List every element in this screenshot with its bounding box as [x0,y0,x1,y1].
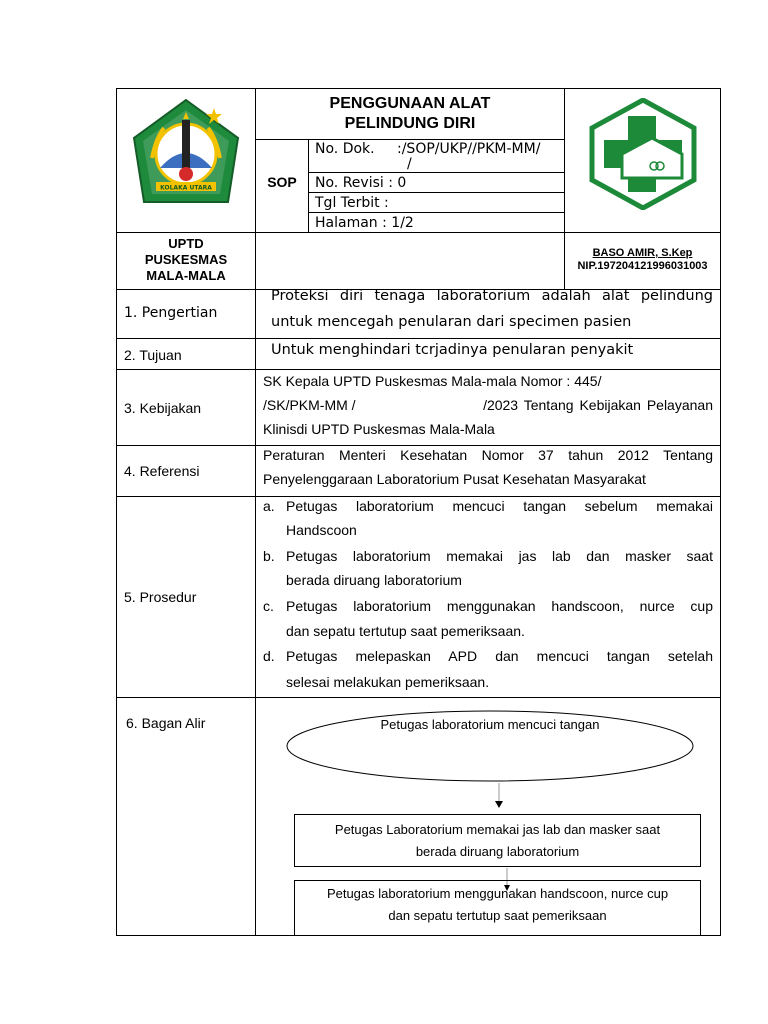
org-name-line-1: UPTD [168,236,204,251]
document-title-line-1: PENGGUNAAN ALAT [329,95,491,112]
org-name-line-3: MALA-MALA [146,268,226,283]
document-title-line-2: PELINDUNG DIRI [344,115,476,132]
no-revisi: No. Revisi : 0 [315,175,407,191]
prosedur-a-line-1: Petugas laboratorium mencuci tangan sebelum memakai [286,498,713,514]
row-label-tujuan: 2. Tujuan [124,347,182,363]
row-label-referensi: 4. Referensi [124,463,200,479]
row-label-prosedur: 5. Prosedur [124,589,197,605]
flowchart [280,705,710,935]
kebijakan-line-1: SK Kepala UPTD Puskesmas Mala-mala Nomor : 445/ [263,373,602,389]
prosedur-a-line-2: Handscoon [286,522,357,538]
signer-name: BASO AMIR, S.Kep [592,247,693,259]
referensi-line-1: Peraturan Menteri Kesehatan Nomor 37 tahun 2012 Tentang [263,447,713,463]
row-label-bagan-alir: 6. Bagan Alir [126,715,206,731]
prosedur-c-line-2: dan sepatu tertutup saat pemeriksaan. [286,623,525,639]
kebijakan-line-2a: /SK/PKM-MM / [263,397,356,413]
flow-step-2-line-1: Petugas Laboratorium memakai jas lab dan masker saat [334,822,661,837]
flow-step-3-line-2: dan sepatu tertutup saat pemeriksaan [388,908,607,923]
row-label-kebijakan: 3. Kebijakan [124,400,202,416]
prosedur-marker-c: c. [263,598,274,614]
halaman: Halaman : 1/2 [315,215,414,231]
prosedur-d-line-1: Petugas melepaskan APD dan mencuci tangan setelah [286,648,713,664]
sop-label: SOP [267,174,297,190]
prosedur-b-line-2: berada diruang laboratorium [286,572,462,588]
prosedur-marker-b: b. [263,548,275,564]
kebijakan-line-3: Klinisdi UPTD Puskesmas Mala-Mala [263,421,495,437]
signer-nip: NIP.197204121996031003 [577,260,708,272]
flow-arrow-1-head [495,801,503,808]
prosedur-c-line-1: Petugas laboratorium menggunakan handscoon, nurce cup [286,598,713,614]
prosedur-b-line-1: Petugas laboratorium memakai jas lab dan masker saat [286,548,713,564]
kebijakan-line-2b: /2023 Tentang Kebijakan Pelayanan [483,397,713,413]
referensi-line-2: Penyelenggaraan Laboratorium Pusat Kesehatan Masyarakat [263,471,646,487]
pengertian-line-1: Proteksi diri tenaga laboratorium adalah alat pelindung [271,288,713,304]
pengertian-line-2: untuk mencegah penularan dari specimen pasien [271,314,632,330]
tujuan-line-1: Untuk menghindari tcrjadinya penularan penyakit [271,342,634,358]
row-label-pengertian: 1. Pengertian [124,305,218,321]
flow-step-3-line-1: Petugas laboratorium menggunakan handscoon, nurce cup [326,886,669,901]
prosedur-d-line-2: selesai melakukan pemeriksaan. [286,674,490,690]
prosedur-marker-a: a. [263,498,275,514]
kolaka-utara-emblem-icon [130,98,242,208]
prosedur-marker-d: d. [263,648,275,664]
flow-step-1-text: Petugas laboratorium mencuci tangan [380,717,600,732]
no-dok-label: No. Dok. [315,141,375,157]
org-name-line-2: PUSKESMAS [144,252,228,267]
logo-motto: KOLAKA UTARA [160,184,212,192]
flow-step-2-line-2: berada diruang laboratorium [415,844,580,859]
flow-step-2-box [294,814,701,867]
no-dok-value: :/SOP/UKP//PKM-MM/ [397,141,541,157]
no-dok-value-line-2: / [407,156,412,172]
flow-step-3-box [294,880,701,936]
tgl-terbit: Tgl Terbit : [315,195,389,211]
puskesmas-cross-icon [588,98,698,210]
